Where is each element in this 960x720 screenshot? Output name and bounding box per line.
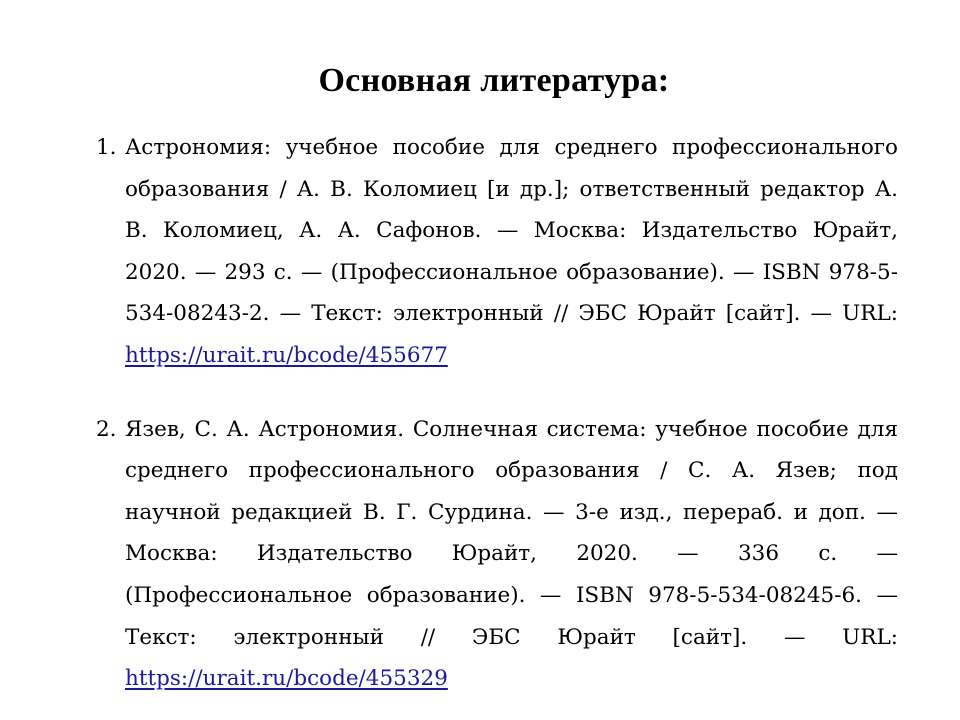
reference-list bbox=[96, 127, 898, 700]
reference-number: 1. bbox=[96, 135, 117, 160]
slide-title: Основная литература: bbox=[318, 62, 670, 99]
reference-item-2 bbox=[96, 409, 898, 700]
reference-link[interactable]: https://urait.ru/bcode/455677 bbox=[125, 342, 448, 368]
reference-text: Язев, С. А. Астрономия. Солнечная система: учебное пособие для среднего профессионального образования / С. А. Язев; под научной редакцией В. Г. Сурдина. — 3-е изд., перераб. и доп. — Москва: Издательство Юрайт, 2020. — 336 с. — (Профессиональное образование). — ISBN 978-5-534-08245-6. — Текст: электронный // ЭБС Юрайт [сайт]. — URL: bbox=[125, 416, 898, 650]
reference-number: 2. bbox=[96, 416, 117, 442]
reference-item-1 bbox=[96, 127, 898, 377]
reference-link[interactable]: https://urait.ru/bcode/455329 bbox=[125, 666, 448, 692]
reference-text: Астрономия: учебное пособие для среднего профессионального образования / А. В. Коломиец [и др.]; ответственный редактор А. В. Коломиец, А. А. Сафонов. — Москва: Издательство Юрайт, 2020. — 293 с. — (Профессиональное образование). — ISBN 978-5-534-08243-2. — Текст: электронный // ЭБС Юрайт [сайт]. — URL: bbox=[125, 135, 898, 327]
